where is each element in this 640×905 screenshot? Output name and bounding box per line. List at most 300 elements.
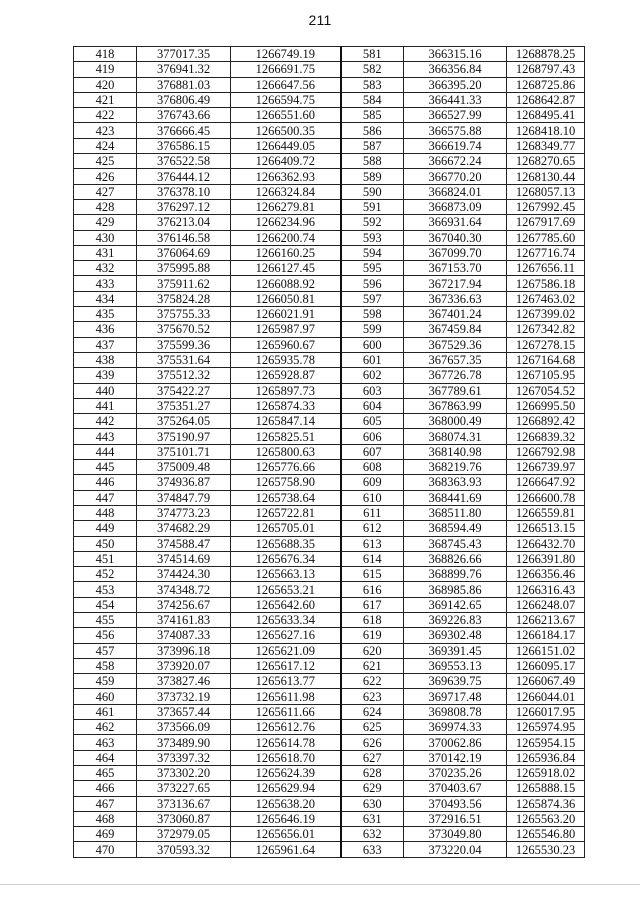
point-number-right-cell: 592: [341, 215, 404, 230]
point-number-left-cell: 440: [74, 383, 137, 398]
x-coordinate-right-cell: 366873.09: [404, 199, 507, 214]
y-coordinate-left-cell: 1265633.34: [231, 612, 341, 627]
x-coordinate-left-cell: 376444.12: [137, 169, 231, 184]
x-coordinate-left-cell: 376213.04: [137, 215, 231, 230]
table-row: [74, 383, 585, 398]
table-row: [74, 429, 585, 444]
point-number-left-cell: 432: [74, 261, 137, 276]
y-coordinate-left-cell: 1266160.25: [231, 245, 341, 260]
point-number-right-cell: 584: [341, 92, 404, 107]
y-coordinate-left-cell: 1265722.81: [231, 505, 341, 520]
table-row: [74, 169, 585, 184]
x-coordinate-right-cell: 366931.64: [404, 215, 507, 230]
table-row: [74, 154, 585, 169]
y-coordinate-right-cell: 1267342.82: [507, 322, 585, 337]
y-coordinate-left-cell: 1266021.91: [231, 307, 341, 322]
point-number-left-cell: 464: [74, 750, 137, 765]
y-coordinate-right-cell: 1267586.18: [507, 276, 585, 291]
y-coordinate-right-cell: 1265954.15: [507, 735, 585, 750]
x-coordinate-right-cell: 366619.74: [404, 138, 507, 153]
point-number-left-cell: 448: [74, 505, 137, 520]
y-coordinate-left-cell: 1265653.21: [231, 582, 341, 597]
y-coordinate-left-cell: 1266362.93: [231, 169, 341, 184]
x-coordinate-right-cell: 366575.88: [404, 123, 507, 138]
x-coordinate-right-cell: 367863.99: [404, 398, 507, 413]
page-number: 211: [308, 12, 332, 28]
y-coordinate-right-cell: 1266356.46: [507, 567, 585, 582]
table-row: [74, 658, 585, 673]
point-number-right-cell: 601: [341, 352, 404, 367]
point-number-left-cell: 455: [74, 612, 137, 627]
x-coordinate-right-cell: 367789.61: [404, 383, 507, 398]
x-coordinate-right-cell: 367336.63: [404, 291, 507, 306]
y-coordinate-left-cell: 1265928.87: [231, 368, 341, 383]
x-coordinate-left-cell: 376806.49: [137, 92, 231, 107]
point-number-left-cell: 425: [74, 154, 137, 169]
table-row: [74, 337, 585, 352]
point-number-left-cell: 449: [74, 521, 137, 536]
point-number-left-cell: 429: [74, 215, 137, 230]
point-number-right-cell: 591: [341, 199, 404, 214]
x-coordinate-left-cell: 374847.79: [137, 490, 231, 505]
point-number-right-cell: 616: [341, 582, 404, 597]
x-coordinate-left-cell: 376146.58: [137, 230, 231, 245]
table-row: [74, 475, 585, 490]
y-coordinate-right-cell: 1268057.13: [507, 184, 585, 199]
x-coordinate-left-cell: 374161.83: [137, 612, 231, 627]
y-coordinate-left-cell: 1265847.14: [231, 414, 341, 429]
x-coordinate-right-cell: 368899.76: [404, 567, 507, 582]
point-number-left-cell: 418: [74, 47, 137, 62]
y-coordinate-left-cell: 1265705.01: [231, 521, 341, 536]
y-coordinate-right-cell: 1266600.78: [507, 490, 585, 505]
point-number-left-cell: 446: [74, 475, 137, 490]
x-coordinate-right-cell: 369553.13: [404, 658, 507, 673]
point-number-left-cell: 438: [74, 352, 137, 367]
y-coordinate-left-cell: 1265638.20: [231, 796, 341, 811]
x-coordinate-left-cell: 375422.27: [137, 383, 231, 398]
point-number-left-cell: 424: [74, 138, 137, 153]
point-number-right-cell: 605: [341, 414, 404, 429]
table-row: [74, 92, 585, 107]
x-coordinate-right-cell: 368511.80: [404, 505, 507, 520]
point-number-right-cell: 633: [341, 842, 404, 857]
x-coordinate-right-cell: 367040.30: [404, 230, 507, 245]
y-coordinate-left-cell: 1266594.75: [231, 92, 341, 107]
table-row: [74, 811, 585, 826]
y-coordinate-left-cell: 1265621.09: [231, 643, 341, 658]
x-coordinate-right-cell: 366315.16: [404, 47, 507, 62]
table-row: [74, 720, 585, 735]
y-coordinate-left-cell: 1265800.63: [231, 444, 341, 459]
table-row: [74, 567, 585, 582]
point-number-left-cell: 421: [74, 92, 137, 107]
x-coordinate-left-cell: 373060.87: [137, 811, 231, 826]
point-number-left-cell: 450: [74, 536, 137, 551]
y-coordinate-right-cell: 1266095.17: [507, 658, 585, 673]
x-coordinate-right-cell: 368219.76: [404, 460, 507, 475]
point-number-right-cell: 589: [341, 169, 404, 184]
y-coordinate-right-cell: 1265563.20: [507, 811, 585, 826]
point-number-right-cell: 610: [341, 490, 404, 505]
x-coordinate-left-cell: 375670.52: [137, 322, 231, 337]
y-coordinate-right-cell: 1266391.80: [507, 551, 585, 566]
x-coordinate-left-cell: 376743.66: [137, 108, 231, 123]
y-coordinate-right-cell: 1267164.68: [507, 352, 585, 367]
point-number-right-cell: 614: [341, 551, 404, 566]
point-number-left-cell: 428: [74, 199, 137, 214]
point-number-right-cell: 619: [341, 628, 404, 643]
table-row: [74, 505, 585, 520]
table-row: [74, 551, 585, 566]
table-row: [74, 184, 585, 199]
y-coordinate-right-cell: 1265888.15: [507, 781, 585, 796]
x-coordinate-right-cell: 369639.75: [404, 674, 507, 689]
table-row: [74, 842, 585, 857]
y-coordinate-left-cell: 1265612.76: [231, 720, 341, 735]
point-number-left-cell: 437: [74, 337, 137, 352]
y-coordinate-right-cell: 1266995.50: [507, 398, 585, 413]
point-number-left-cell: 458: [74, 658, 137, 673]
point-number-right-cell: 590: [341, 184, 404, 199]
y-coordinate-left-cell: 1266088.92: [231, 276, 341, 291]
point-number-right-cell: 631: [341, 811, 404, 826]
point-number-left-cell: 459: [74, 674, 137, 689]
x-coordinate-left-cell: 376378.10: [137, 184, 231, 199]
x-coordinate-right-cell: 372916.51: [404, 811, 507, 826]
y-coordinate-right-cell: 1268130.44: [507, 169, 585, 184]
point-number-left-cell: 466: [74, 781, 137, 796]
y-coordinate-left-cell: 1265646.19: [231, 811, 341, 826]
table-row: [74, 47, 585, 62]
x-coordinate-right-cell: 369142.65: [404, 597, 507, 612]
table-row: [74, 62, 585, 77]
y-coordinate-left-cell: 1265776.66: [231, 460, 341, 475]
point-number-left-cell: 470: [74, 842, 137, 857]
y-coordinate-left-cell: 1265656.01: [231, 827, 341, 842]
x-coordinate-left-cell: 373657.44: [137, 704, 231, 719]
point-number-left-cell: 462: [74, 720, 137, 735]
y-coordinate-right-cell: 1266316.43: [507, 582, 585, 597]
point-number-right-cell: 597: [341, 291, 404, 306]
x-coordinate-left-cell: 373566.09: [137, 720, 231, 735]
x-coordinate-left-cell: 375755.33: [137, 307, 231, 322]
x-coordinate-left-cell: 375995.88: [137, 261, 231, 276]
y-coordinate-left-cell: 1265961.64: [231, 842, 341, 857]
x-coordinate-left-cell: 375911.62: [137, 276, 231, 291]
x-coordinate-left-cell: 374348.72: [137, 582, 231, 597]
table-row: [74, 138, 585, 153]
point-number-left-cell: 420: [74, 77, 137, 92]
y-coordinate-left-cell: 1265611.66: [231, 704, 341, 719]
point-number-right-cell: 583: [341, 77, 404, 92]
table-row: [74, 291, 585, 306]
point-number-right-cell: 603: [341, 383, 404, 398]
x-coordinate-right-cell: 367099.70: [404, 245, 507, 260]
x-coordinate-right-cell: 370493.56: [404, 796, 507, 811]
point-number-right-cell: 626: [341, 735, 404, 750]
y-coordinate-right-cell: 1268349.77: [507, 138, 585, 153]
point-number-left-cell: 465: [74, 765, 137, 780]
point-number-right-cell: 613: [341, 536, 404, 551]
x-coordinate-left-cell: 375190.97: [137, 429, 231, 444]
y-coordinate-left-cell: 1266691.75: [231, 62, 341, 77]
y-coordinate-right-cell: 1268495.41: [507, 108, 585, 123]
x-coordinate-right-cell: 370142.19: [404, 750, 507, 765]
point-number-right-cell: 595: [341, 261, 404, 276]
y-coordinate-right-cell: 1268270.65: [507, 154, 585, 169]
y-coordinate-right-cell: 1266647.92: [507, 475, 585, 490]
x-coordinate-right-cell: 366395.20: [404, 77, 507, 92]
table-row: [74, 536, 585, 551]
table-row: [74, 643, 585, 658]
point-number-right-cell: 594: [341, 245, 404, 260]
point-number-left-cell: 433: [74, 276, 137, 291]
x-coordinate-left-cell: 374087.33: [137, 628, 231, 643]
table-row: [74, 123, 585, 138]
y-coordinate-right-cell: 1268642.87: [507, 92, 585, 107]
x-coordinate-left-cell: 375531.64: [137, 352, 231, 367]
point-number-left-cell: 422: [74, 108, 137, 123]
point-number-left-cell: 431: [74, 245, 137, 260]
y-coordinate-right-cell: 1267054.52: [507, 383, 585, 398]
table-row: [74, 276, 585, 291]
table-row: [74, 612, 585, 627]
table-row: [74, 261, 585, 276]
point-number-left-cell: 467: [74, 796, 137, 811]
x-coordinate-right-cell: 370403.67: [404, 781, 507, 796]
y-coordinate-left-cell: 1266749.19: [231, 47, 341, 62]
table-row: [74, 398, 585, 413]
table-row: [74, 199, 585, 214]
x-coordinate-right-cell: 368985.86: [404, 582, 507, 597]
point-number-left-cell: 441: [74, 398, 137, 413]
y-coordinate-left-cell: 1265624.39: [231, 765, 341, 780]
x-coordinate-left-cell: 375824.28: [137, 291, 231, 306]
point-number-right-cell: 627: [341, 750, 404, 765]
table-row: [74, 827, 585, 842]
point-number-left-cell: 436: [74, 322, 137, 337]
table-row: [74, 368, 585, 383]
x-coordinate-left-cell: 373827.46: [137, 674, 231, 689]
x-coordinate-right-cell: 368000.49: [404, 414, 507, 429]
table-row: [74, 414, 585, 429]
table-row: [74, 77, 585, 92]
y-coordinate-right-cell: 1266017.95: [507, 704, 585, 719]
point-number-right-cell: 596: [341, 276, 404, 291]
point-number-left-cell: 423: [74, 123, 137, 138]
table-row: [74, 490, 585, 505]
x-coordinate-left-cell: 374936.87: [137, 475, 231, 490]
x-coordinate-left-cell: 374588.47: [137, 536, 231, 551]
point-number-right-cell: 623: [341, 689, 404, 704]
point-number-right-cell: 615: [341, 567, 404, 582]
point-number-left-cell: 443: [74, 429, 137, 444]
y-coordinate-right-cell: 1266792.98: [507, 444, 585, 459]
y-coordinate-right-cell: 1266432.70: [507, 536, 585, 551]
point-number-left-cell: 460: [74, 689, 137, 704]
point-number-right-cell: 586: [341, 123, 404, 138]
point-number-right-cell: 617: [341, 597, 404, 612]
y-coordinate-left-cell: 1265611.98: [231, 689, 341, 704]
y-coordinate-left-cell: 1265897.73: [231, 383, 341, 398]
y-coordinate-right-cell: 1267278.15: [507, 337, 585, 352]
y-coordinate-right-cell: 1267716.74: [507, 245, 585, 260]
y-coordinate-left-cell: 1265618.70: [231, 750, 341, 765]
x-coordinate-right-cell: 373220.04: [404, 842, 507, 857]
x-coordinate-left-cell: 376522.58: [137, 154, 231, 169]
point-number-left-cell: 419: [74, 62, 137, 77]
point-number-left-cell: 453: [74, 582, 137, 597]
table-row: [74, 597, 585, 612]
x-coordinate-left-cell: 375009.48: [137, 460, 231, 475]
point-number-left-cell: 468: [74, 811, 137, 826]
y-coordinate-right-cell: 1268797.43: [507, 62, 585, 77]
x-coordinate-right-cell: 370062.86: [404, 735, 507, 750]
y-coordinate-left-cell: 1265627.16: [231, 628, 341, 643]
point-number-right-cell: 585: [341, 108, 404, 123]
y-coordinate-left-cell: 1265987.97: [231, 322, 341, 337]
coordinate-table: [73, 46, 585, 858]
point-number-right-cell: 632: [341, 827, 404, 842]
point-number-right-cell: 587: [341, 138, 404, 153]
x-coordinate-left-cell: 372979.05: [137, 827, 231, 842]
point-number-right-cell: 598: [341, 307, 404, 322]
x-coordinate-left-cell: 376064.69: [137, 245, 231, 260]
table-row: [74, 521, 585, 536]
x-coordinate-left-cell: 374682.29: [137, 521, 231, 536]
point-number-left-cell: 457: [74, 643, 137, 658]
y-coordinate-left-cell: 1265614.78: [231, 735, 341, 750]
x-coordinate-right-cell: 368363.93: [404, 475, 507, 490]
y-coordinate-right-cell: 1265918.02: [507, 765, 585, 780]
y-coordinate-left-cell: 1265617.12: [231, 658, 341, 673]
x-coordinate-right-cell: 366527.99: [404, 108, 507, 123]
y-coordinate-left-cell: 1266324.84: [231, 184, 341, 199]
point-number-right-cell: 618: [341, 612, 404, 627]
point-number-left-cell: 426: [74, 169, 137, 184]
point-number-left-cell: 469: [74, 827, 137, 842]
y-coordinate-right-cell: 1265530.23: [507, 842, 585, 857]
point-number-right-cell: 609: [341, 475, 404, 490]
point-number-right-cell: 582: [341, 62, 404, 77]
table-row: [74, 735, 585, 750]
point-number-right-cell: 625: [341, 720, 404, 735]
y-coordinate-right-cell: 1265874.36: [507, 796, 585, 811]
x-coordinate-right-cell: 367529.36: [404, 337, 507, 352]
x-coordinate-right-cell: 367459.84: [404, 322, 507, 337]
table-row: [74, 628, 585, 643]
point-number-left-cell: 442: [74, 414, 137, 429]
x-coordinate-left-cell: 374424.30: [137, 567, 231, 582]
y-coordinate-right-cell: 1266067.49: [507, 674, 585, 689]
point-number-left-cell: 434: [74, 291, 137, 306]
coordinate-table-body: [74, 47, 585, 858]
table-row: [74, 245, 585, 260]
point-number-left-cell: 435: [74, 307, 137, 322]
table-row: [74, 322, 585, 337]
table-row: [74, 765, 585, 780]
y-coordinate-right-cell: 1266739.97: [507, 460, 585, 475]
x-coordinate-left-cell: 373136.67: [137, 796, 231, 811]
table-row: [74, 689, 585, 704]
y-coordinate-left-cell: 1265738.64: [231, 490, 341, 505]
x-coordinate-left-cell: 370593.32: [137, 842, 231, 857]
x-coordinate-left-cell: 375351.27: [137, 398, 231, 413]
x-coordinate-right-cell: 367217.94: [404, 276, 507, 291]
y-coordinate-right-cell: 1268878.25: [507, 47, 585, 62]
x-coordinate-right-cell: 368441.69: [404, 490, 507, 505]
x-coordinate-left-cell: 375101.71: [137, 444, 231, 459]
point-number-right-cell: 607: [341, 444, 404, 459]
table-row: [74, 460, 585, 475]
point-number-right-cell: 624: [341, 704, 404, 719]
y-coordinate-right-cell: 1267105.95: [507, 368, 585, 383]
table-row: [74, 750, 585, 765]
table-row: [74, 215, 585, 230]
x-coordinate-right-cell: 369302.48: [404, 628, 507, 643]
x-coordinate-right-cell: 366441.33: [404, 92, 507, 107]
x-coordinate-left-cell: 373920.07: [137, 658, 231, 673]
point-number-left-cell: 456: [74, 628, 137, 643]
y-coordinate-right-cell: 1268418.10: [507, 123, 585, 138]
table-row: [74, 781, 585, 796]
y-coordinate-right-cell: 1266892.42: [507, 414, 585, 429]
y-coordinate-left-cell: 1265935.78: [231, 352, 341, 367]
y-coordinate-right-cell: 1268725.86: [507, 77, 585, 92]
y-coordinate-right-cell: 1266513.15: [507, 521, 585, 536]
x-coordinate-right-cell: 367153.70: [404, 261, 507, 276]
point-number-right-cell: 621: [341, 658, 404, 673]
x-coordinate-right-cell: 369974.33: [404, 720, 507, 735]
x-coordinate-right-cell: 366672.24: [404, 154, 507, 169]
point-number-right-cell: 620: [341, 643, 404, 658]
point-number-right-cell: 608: [341, 460, 404, 475]
x-coordinate-left-cell: 374514.69: [137, 551, 231, 566]
y-coordinate-right-cell: 1265974.95: [507, 720, 585, 735]
y-coordinate-left-cell: 1265960.67: [231, 337, 341, 352]
y-coordinate-left-cell: 1266409.72: [231, 154, 341, 169]
x-coordinate-right-cell: 366770.20: [404, 169, 507, 184]
y-coordinate-left-cell: 1266127.45: [231, 261, 341, 276]
x-coordinate-right-cell: 368074.31: [404, 429, 507, 444]
y-coordinate-left-cell: 1266647.56: [231, 77, 341, 92]
x-coordinate-left-cell: 373732.19: [137, 689, 231, 704]
table-row: [74, 108, 585, 123]
point-number-left-cell: 444: [74, 444, 137, 459]
x-coordinate-right-cell: 368140.98: [404, 444, 507, 459]
x-coordinate-right-cell: 366824.01: [404, 184, 507, 199]
x-coordinate-left-cell: 376881.03: [137, 77, 231, 92]
y-coordinate-right-cell: 1267785.60: [507, 230, 585, 245]
x-coordinate-right-cell: 368745.43: [404, 536, 507, 551]
y-coordinate-right-cell: 1267992.45: [507, 199, 585, 214]
table-row: [74, 674, 585, 689]
y-coordinate-left-cell: 1266551.60: [231, 108, 341, 123]
y-coordinate-left-cell: 1266279.81: [231, 199, 341, 214]
point-number-right-cell: 602: [341, 368, 404, 383]
point-number-left-cell: 439: [74, 368, 137, 383]
x-coordinate-left-cell: 376586.15: [137, 138, 231, 153]
point-number-right-cell: 604: [341, 398, 404, 413]
point-number-right-cell: 612: [341, 521, 404, 536]
y-coordinate-right-cell: 1267656.11: [507, 261, 585, 276]
point-number-left-cell: 445: [74, 460, 137, 475]
y-coordinate-left-cell: 1266449.05: [231, 138, 341, 153]
point-number-left-cell: 454: [74, 597, 137, 612]
table-row: [74, 582, 585, 597]
point-number-left-cell: 451: [74, 551, 137, 566]
